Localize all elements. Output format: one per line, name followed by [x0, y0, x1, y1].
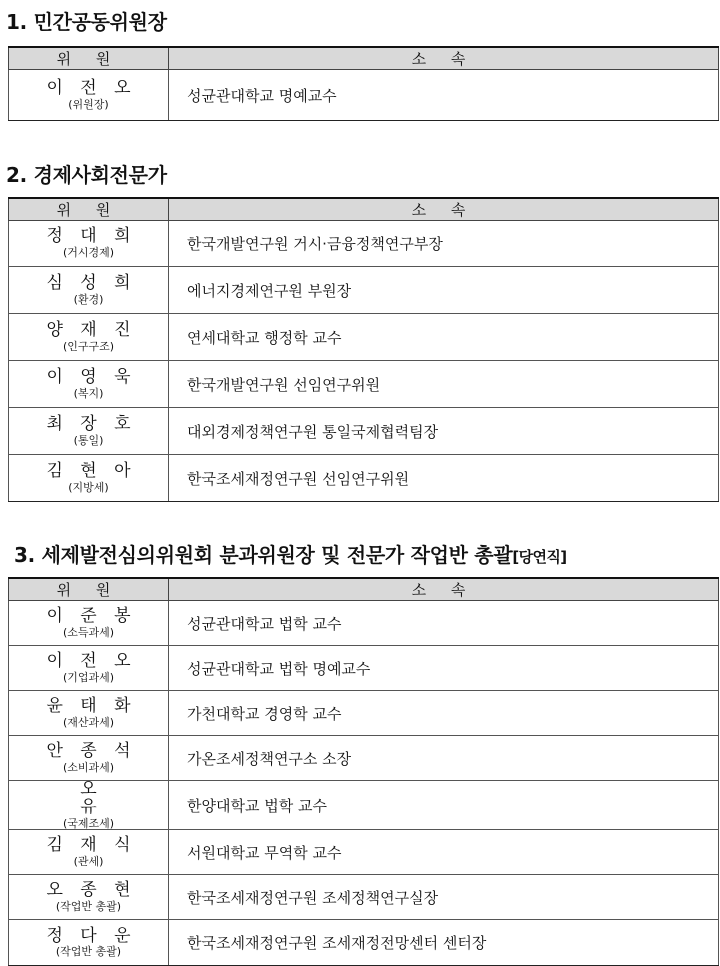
affiliation-cell: 성균관대학교 명예교수 [169, 70, 719, 121]
table-row [9, 314, 719, 361]
member-cell [9, 455, 169, 502]
member-cell [9, 920, 169, 966]
members-table-2 [8, 197, 719, 502]
member-name: 정 다 운 [46, 925, 137, 946]
table-row [9, 70, 719, 121]
member-role: (소득과세) [62, 625, 115, 639]
table-row [9, 361, 719, 408]
member-name: 이 영 욱 [46, 366, 137, 387]
affiliation-cell: 한국개발연구원 선임연구위원 [169, 361, 719, 408]
member-role: (작업반 총괄) [55, 945, 122, 959]
table-row [9, 221, 719, 267]
member-name: 안 종 석 [46, 740, 137, 761]
member-cell [9, 267, 169, 314]
affiliation-cell: 가천대학교 경영학 교수 [169, 691, 719, 736]
affiliation-cell: 한국조세재정연구원 조세재정전망센터 센터장 [169, 920, 719, 966]
header-affiliation: 소 속 [169, 47, 719, 70]
member-name: 정 대 희 [46, 226, 137, 247]
member-role: (기업과세) [62, 670, 115, 684]
member-role: (관세) [73, 854, 104, 868]
member-role: (위원장) [68, 97, 109, 111]
member-role: (인구구조) [62, 339, 115, 353]
section-title-2: 2. 경제사회전문가 [6, 163, 167, 187]
member-cell [9, 408, 169, 455]
member-name: 최 장 호 [46, 413, 137, 434]
table-row [9, 875, 719, 920]
affiliation-cell: 서원대학교 무역학 교수 [169, 830, 719, 875]
member-cell [9, 781, 169, 830]
table-row [9, 691, 719, 736]
table-header-row [9, 47, 719, 70]
table-row [9, 830, 719, 875]
affiliation-cell: 가온조세정책연구소 소장 [169, 736, 719, 781]
member-cell [9, 646, 169, 691]
header-member: 위 원 [9, 578, 169, 601]
table-row [9, 920, 719, 966]
header-affiliation: 소 속 [169, 198, 719, 221]
member-name: 이 전 오 [46, 77, 137, 98]
member-name: 김 재 식 [46, 835, 137, 856]
member-cell [9, 601, 169, 646]
member-name: 윤 태 화 [46, 695, 137, 716]
member-name: 오 종 현 [46, 880, 137, 901]
section-title-3: 3. 세제발전심의위원회 분과위원장 및 전문가 작업반 총괄[당연직] [14, 543, 567, 567]
member-role: (작업반 총괄) [55, 899, 122, 913]
affiliation-cell: 한국개발연구원 거시·금융정책연구부장 [169, 221, 719, 267]
affiliation-cell: 한국조세재정연구원 선임연구위원 [169, 455, 719, 502]
affiliation-cell: 한양대학교 법학 교수 [169, 781, 719, 830]
member-cell [9, 314, 169, 361]
affiliation-cell: 에너지경제연구원 부원장 [169, 267, 719, 314]
member-name: 이 준 봉 [46, 605, 137, 626]
member-cell [9, 221, 169, 267]
affiliation-cell: 한국조세재정연구원 조세정책연구실장 [169, 875, 719, 920]
members-table-1 [8, 46, 719, 121]
member-role: (통일) [73, 433, 104, 447]
table-row [9, 781, 719, 830]
table-row [9, 408, 719, 455]
member-role: (재산과세) [62, 715, 115, 729]
table-header-row [9, 578, 719, 601]
member-name: 오 유 [80, 779, 131, 817]
member-cell [9, 70, 169, 121]
member-role: (지방세) [68, 480, 109, 494]
member-cell [9, 361, 169, 408]
table-row [9, 267, 719, 314]
member-role: (소비과세) [62, 760, 115, 774]
table-row [9, 601, 719, 646]
header-member: 위 원 [9, 198, 169, 221]
header-member: 위 원 [9, 47, 169, 70]
member-cell [9, 875, 169, 920]
table-header-row [9, 198, 719, 221]
affiliation-cell: 성균관대학교 법학 명예교수 [169, 646, 719, 691]
affiliation-cell: 성균관대학교 법학 교수 [169, 601, 719, 646]
table-row [9, 736, 719, 781]
affiliation-cell: 대외경제정책연구원 통일국제협력팀장 [169, 408, 719, 455]
member-cell [9, 691, 169, 736]
section-title-suffix: [당연직] [512, 548, 567, 566]
header-affiliation: 소 속 [169, 578, 719, 601]
table-row [9, 646, 719, 691]
member-name: 이 전 오 [46, 650, 137, 671]
member-role: (국제조세) [62, 816, 115, 830]
section-title-1: 1. 민간공동위원장 [6, 10, 167, 34]
member-role: (거시경제) [62, 246, 115, 260]
member-role: (환경) [73, 292, 104, 306]
table-row [9, 455, 719, 502]
member-role: (복지) [73, 386, 104, 400]
member-name: 김 현 아 [46, 460, 137, 481]
affiliation-cell: 연세대학교 행정학 교수 [169, 314, 719, 361]
members-table-3 [8, 577, 719, 966]
member-cell [9, 736, 169, 781]
member-name: 심 성 희 [46, 272, 137, 293]
member-cell [9, 830, 169, 875]
member-name: 양 재 진 [46, 319, 137, 340]
